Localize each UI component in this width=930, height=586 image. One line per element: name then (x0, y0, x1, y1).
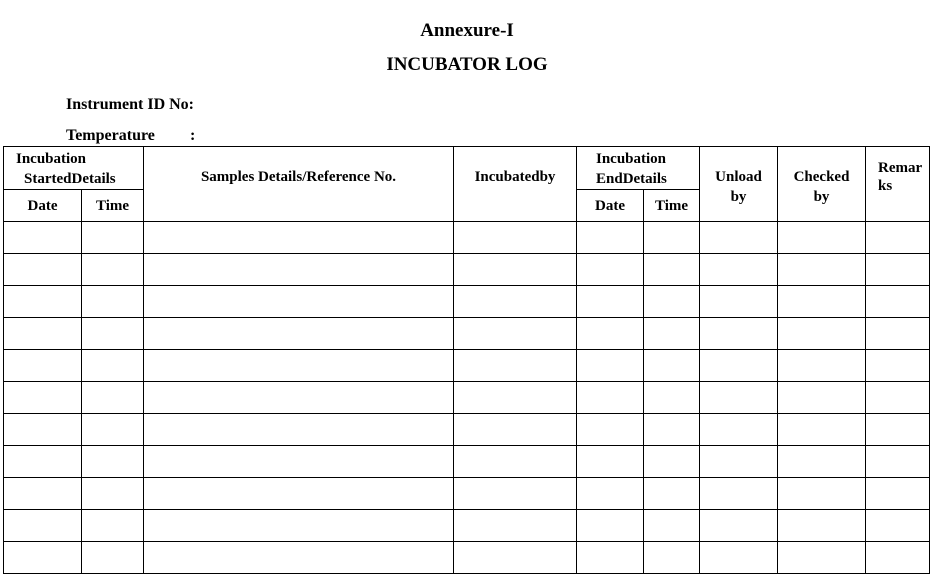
unload-by-cell[interactable] (700, 542, 778, 574)
end-time-cell[interactable] (644, 382, 700, 414)
unload-by-cell[interactable] (700, 510, 778, 542)
unload-by-line2: by (730, 189, 747, 205)
remarks-cell[interactable] (866, 478, 930, 510)
checked-by-line2: by (813, 189, 830, 205)
table-row (4, 222, 930, 254)
start-time-cell[interactable] (82, 286, 144, 318)
start-time-cell[interactable] (82, 318, 144, 350)
table-row (4, 478, 930, 510)
incubated-by-cell[interactable] (454, 254, 577, 286)
end-date-cell[interactable] (577, 478, 644, 510)
remarks-cell[interactable] (866, 446, 930, 478)
start-time-header: Time (82, 190, 144, 222)
table-row (4, 286, 930, 318)
unload-by-cell[interactable] (700, 318, 778, 350)
end-date-header: Date (577, 190, 644, 222)
checked-by-header (778, 147, 866, 222)
samples-details-header: Samples Details/Reference No. (144, 147, 454, 222)
samples-cell[interactable] (144, 414, 454, 446)
checked-by-cell[interactable] (778, 478, 866, 510)
start-date-cell[interactable] (4, 222, 82, 254)
incubated-by-cell[interactable] (454, 222, 577, 254)
incubation-end-line2: EndDetails (596, 171, 667, 187)
samples-cell[interactable] (144, 478, 454, 510)
samples-cell[interactable] (144, 446, 454, 478)
end-date-cell[interactable] (577, 254, 644, 286)
end-time-cell[interactable] (644, 446, 700, 478)
incubation-end-line1: Incubation (596, 151, 667, 167)
checked-by-cell[interactable] (778, 286, 866, 318)
header-row-main (4, 147, 930, 190)
remarks-line2: ks (878, 178, 893, 194)
end-time-cell[interactable] (644, 222, 700, 254)
end-date-cell[interactable] (577, 382, 644, 414)
start-time-cell[interactable] (82, 542, 144, 574)
remarks-line1: Remar (878, 160, 923, 176)
unload-by-header (700, 147, 778, 222)
remarks-cell[interactable] (866, 350, 930, 382)
incubated-by-cell[interactable] (454, 318, 577, 350)
start-date-cell[interactable] (4, 510, 82, 542)
start-date-cell[interactable] (4, 286, 82, 318)
table-row (4, 446, 930, 478)
page-title: INCUBATOR LOG (386, 54, 548, 75)
checked-by-line1: Checked (793, 169, 850, 185)
start-date-cell[interactable] (4, 382, 82, 414)
end-time-cell[interactable] (644, 542, 700, 574)
remarks-cell[interactable] (866, 286, 930, 318)
table-row (4, 542, 930, 574)
end-date-cell[interactable] (577, 222, 644, 254)
end-date-cell[interactable] (577, 286, 644, 318)
unload-by-cell[interactable] (700, 446, 778, 478)
incubated-by-cell[interactable] (454, 414, 577, 446)
checked-by-cell[interactable] (778, 382, 866, 414)
unload-by-cell[interactable] (700, 414, 778, 446)
end-time-header: Time (644, 190, 700, 222)
start-time-cell[interactable] (82, 446, 144, 478)
incubation-end-header (577, 147, 700, 190)
start-time-cell[interactable] (82, 478, 144, 510)
end-time-cell[interactable] (644, 350, 700, 382)
start-date-cell[interactable] (4, 318, 82, 350)
incubated-by-cell[interactable] (454, 382, 577, 414)
end-time-cell[interactable] (644, 286, 700, 318)
end-time-cell[interactable] (644, 414, 700, 446)
start-date-cell[interactable] (4, 350, 82, 382)
incubated-by-header: Incubatedby (454, 147, 577, 222)
incubated-by-cell[interactable] (454, 542, 577, 574)
remarks-cell[interactable] (866, 414, 930, 446)
temperature-field (66, 127, 196, 145)
unload-by-cell[interactable] (700, 222, 778, 254)
temperature-label: Temperature (66, 127, 155, 144)
remarks-cell[interactable] (866, 542, 930, 574)
start-time-cell[interactable] (82, 510, 144, 542)
start-date-header: Date (4, 190, 82, 222)
checked-by-cell[interactable] (778, 510, 866, 542)
samples-cell[interactable] (144, 254, 454, 286)
end-date-cell[interactable] (577, 318, 644, 350)
incubation-started-line2: StartedDetails (24, 171, 116, 187)
unload-by-line1: Unload (715, 169, 762, 185)
table-row (4, 510, 930, 542)
start-time-cell[interactable] (82, 254, 144, 286)
end-time-cell[interactable] (644, 254, 700, 286)
end-date-cell[interactable] (577, 414, 644, 446)
samples-cell[interactable] (144, 382, 454, 414)
samples-cell[interactable] (144, 542, 454, 574)
remarks-header (866, 147, 930, 222)
incubated-by-cell[interactable] (454, 350, 577, 382)
unload-by-cell[interactable] (700, 382, 778, 414)
end-date-cell[interactable] (577, 446, 644, 478)
end-time-cell[interactable] (644, 510, 700, 542)
start-date-cell[interactable] (4, 414, 82, 446)
unload-by-cell[interactable] (700, 286, 778, 318)
unload-by-cell[interactable] (700, 350, 778, 382)
start-date-cell[interactable] (4, 446, 82, 478)
start-time-cell[interactable] (82, 222, 144, 254)
end-time-cell[interactable] (644, 478, 700, 510)
checked-by-cell[interactable] (778, 414, 866, 446)
table-row (4, 414, 930, 446)
instrument-id-label: Instrument ID No: (66, 96, 194, 113)
remarks-cell[interactable] (866, 254, 930, 286)
incubated-by-cell[interactable] (454, 286, 577, 318)
start-time-cell[interactable] (82, 350, 144, 382)
remarks-cell[interactable] (866, 382, 930, 414)
samples-cell[interactable] (144, 222, 454, 254)
remarks-cell[interactable] (866, 510, 930, 542)
checked-by-cell[interactable] (778, 542, 866, 574)
samples-cell[interactable] (144, 318, 454, 350)
start-date-cell[interactable] (4, 542, 82, 574)
checked-by-cell[interactable] (778, 318, 866, 350)
checked-by-cell[interactable] (778, 350, 866, 382)
end-date-cell[interactable] (577, 542, 644, 574)
end-date-cell[interactable] (577, 510, 644, 542)
table-row (4, 350, 930, 382)
samples-cell[interactable] (144, 510, 454, 542)
start-time-cell[interactable] (82, 414, 144, 446)
table-row (4, 382, 930, 414)
samples-cell[interactable] (144, 350, 454, 382)
start-time-cell[interactable] (82, 382, 144, 414)
incubated-by-cell[interactable] (454, 446, 577, 478)
remarks-cell[interactable] (866, 222, 930, 254)
checked-by-cell[interactable] (778, 254, 866, 286)
incubation-started-header (4, 147, 144, 190)
samples-cell[interactable] (144, 286, 454, 318)
temperature-colon: : (190, 127, 196, 144)
checked-by-cell[interactable] (778, 446, 866, 478)
remarks-cell[interactable] (866, 318, 930, 350)
start-date-cell[interactable] (4, 478, 82, 510)
checked-by-cell[interactable] (778, 222, 866, 254)
incubated-by-cell[interactable] (454, 510, 577, 542)
unload-by-cell[interactable] (700, 254, 778, 286)
start-date-cell[interactable] (4, 254, 82, 286)
end-date-cell[interactable] (577, 350, 644, 382)
unload-by-cell[interactable] (700, 478, 778, 510)
table-row (4, 254, 930, 286)
table-row (4, 318, 930, 350)
end-time-cell[interactable] (644, 318, 700, 350)
incubated-by-cell[interactable] (454, 478, 577, 510)
annexure-label: Annexure-I (420, 20, 514, 41)
incubation-started-line1: Incubation (16, 151, 87, 167)
incubator-log-table (3, 146, 930, 574)
